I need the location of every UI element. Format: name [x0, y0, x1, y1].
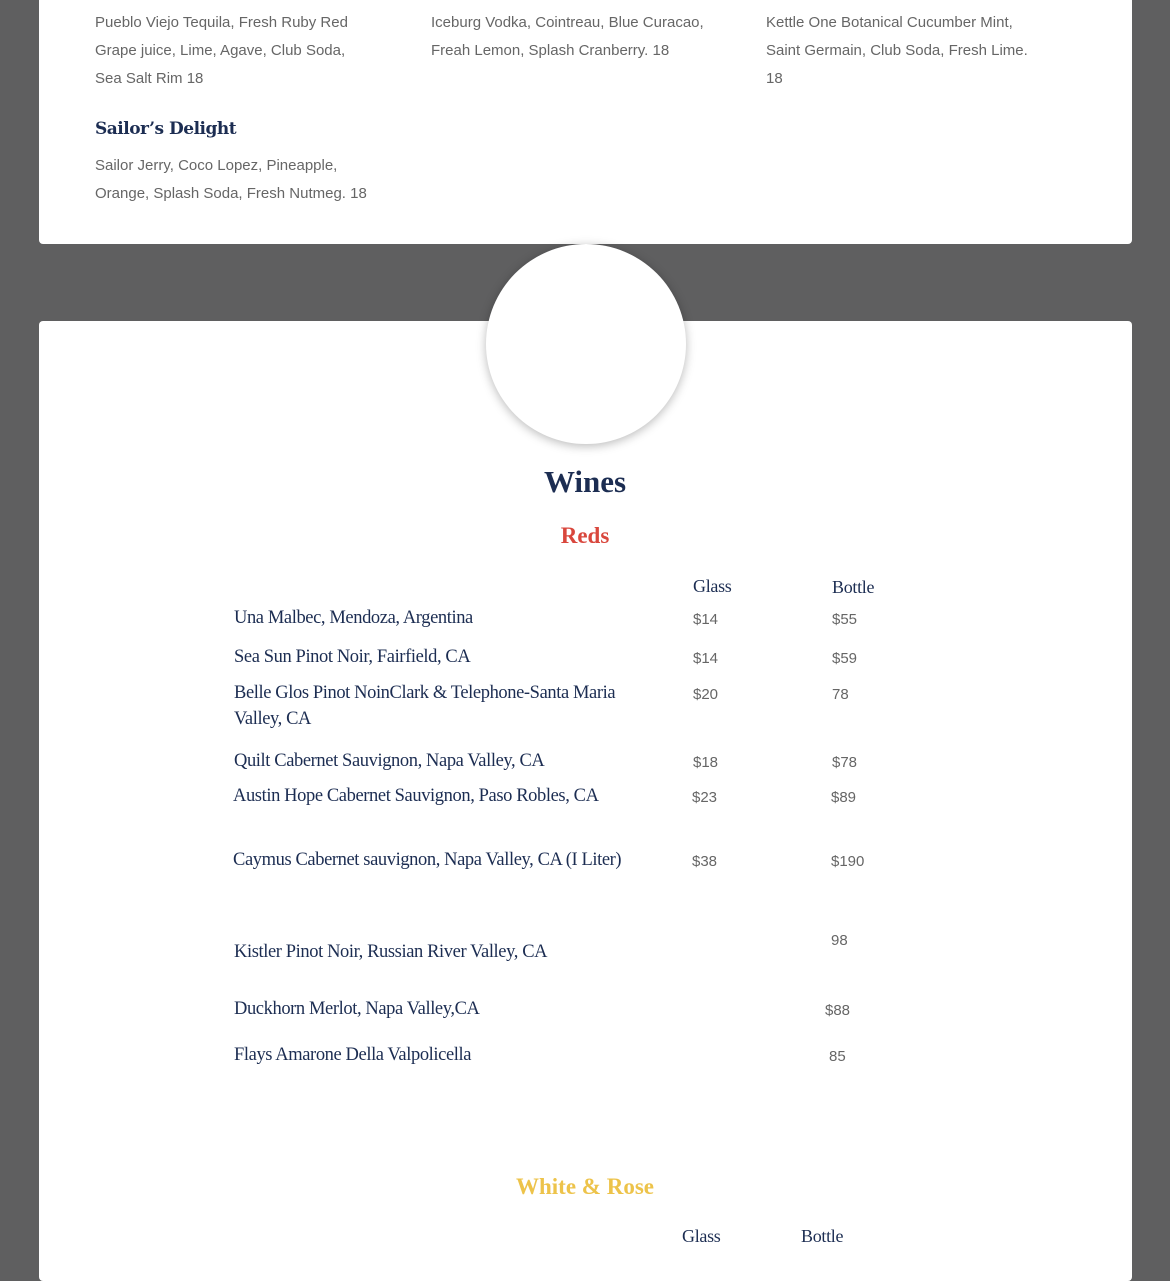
cocktail-description: Pueblo Viejo Tequila, Fresh Ruby Red Grape juice, Lime, Agave, Club Soda, Sea Salt Rim 18: [95, 14, 348, 87]
glass-column-header: Glass: [693, 576, 732, 596]
glass-price: $14: [693, 611, 719, 628]
wine-name: Austin Hope Cabernet Sauvignon, Paso Robles, CA: [233, 786, 599, 806]
wine-name: Una Malbec, Mendoza, Argentina: [234, 608, 473, 628]
wine-name: Caymus Cabernet sauvignon, Napa Valley, CA (I Liter): [233, 850, 622, 870]
bottle-price: $78: [832, 754, 858, 771]
bottle-price: 85: [829, 1048, 846, 1065]
cocktail-name: Sailor’s Delight: [95, 119, 237, 139]
bottle-column-header: Bottle: [801, 1226, 844, 1246]
wine-name: Duckhorn Merlot, Napa Valley,CA: [234, 999, 480, 1019]
white-rose-title: White & Rose: [516, 1174, 654, 1199]
wine-name: Kistler Pinot Noir, Russian River Valley, CA: [234, 942, 548, 962]
wine-name: Flays Amarone Della Valpolicella: [234, 1045, 472, 1065]
section-image-circle: [486, 244, 686, 444]
reds-title: Reds: [560, 523, 610, 548]
wines-title: Wines: [543, 464, 627, 499]
cocktail-description: Iceburg Vodka, Cointreau, Blue Curacao, Freah Lemon, Splash Cranberry. 18: [431, 14, 704, 59]
bottle-price: $89: [831, 789, 857, 806]
wine-name: Belle Glos Pinot NoinClark & Telephone-Santa Maria Valley, CA: [234, 683, 616, 729]
bottle-column-header: Bottle: [832, 577, 875, 597]
wine-name: Sea Sun Pinot Noir, Fairfield, CA: [234, 647, 471, 667]
bottle-price: $59: [832, 650, 858, 667]
bottle-price: $190: [831, 853, 865, 870]
glass-price: $20: [693, 686, 719, 703]
bottle-price: 78: [832, 686, 849, 703]
glass-price: $38: [692, 853, 718, 870]
wine-name: Quilt Cabernet Sauvignon, Napa Valley, CA: [234, 751, 545, 771]
bottle-price: 98: [831, 932, 848, 949]
bottle-price: $88: [825, 1002, 851, 1019]
cocktail-description: Kettle One Botanical Cucumber Mint, Saint Germain, Club Soda, Fresh Lime. 18: [766, 14, 1028, 87]
glass-column-header: Glass: [682, 1226, 721, 1246]
glass-price: $14: [693, 650, 719, 667]
cocktail-description: Sailor Jerry, Coco Lopez, Pineapple, Orange, Splash Soda, Fresh Nutmeg. 18: [95, 157, 367, 202]
glass-price: $23: [692, 789, 718, 806]
bottle-price: $55: [832, 611, 858, 628]
glass-price: $18: [693, 754, 719, 771]
